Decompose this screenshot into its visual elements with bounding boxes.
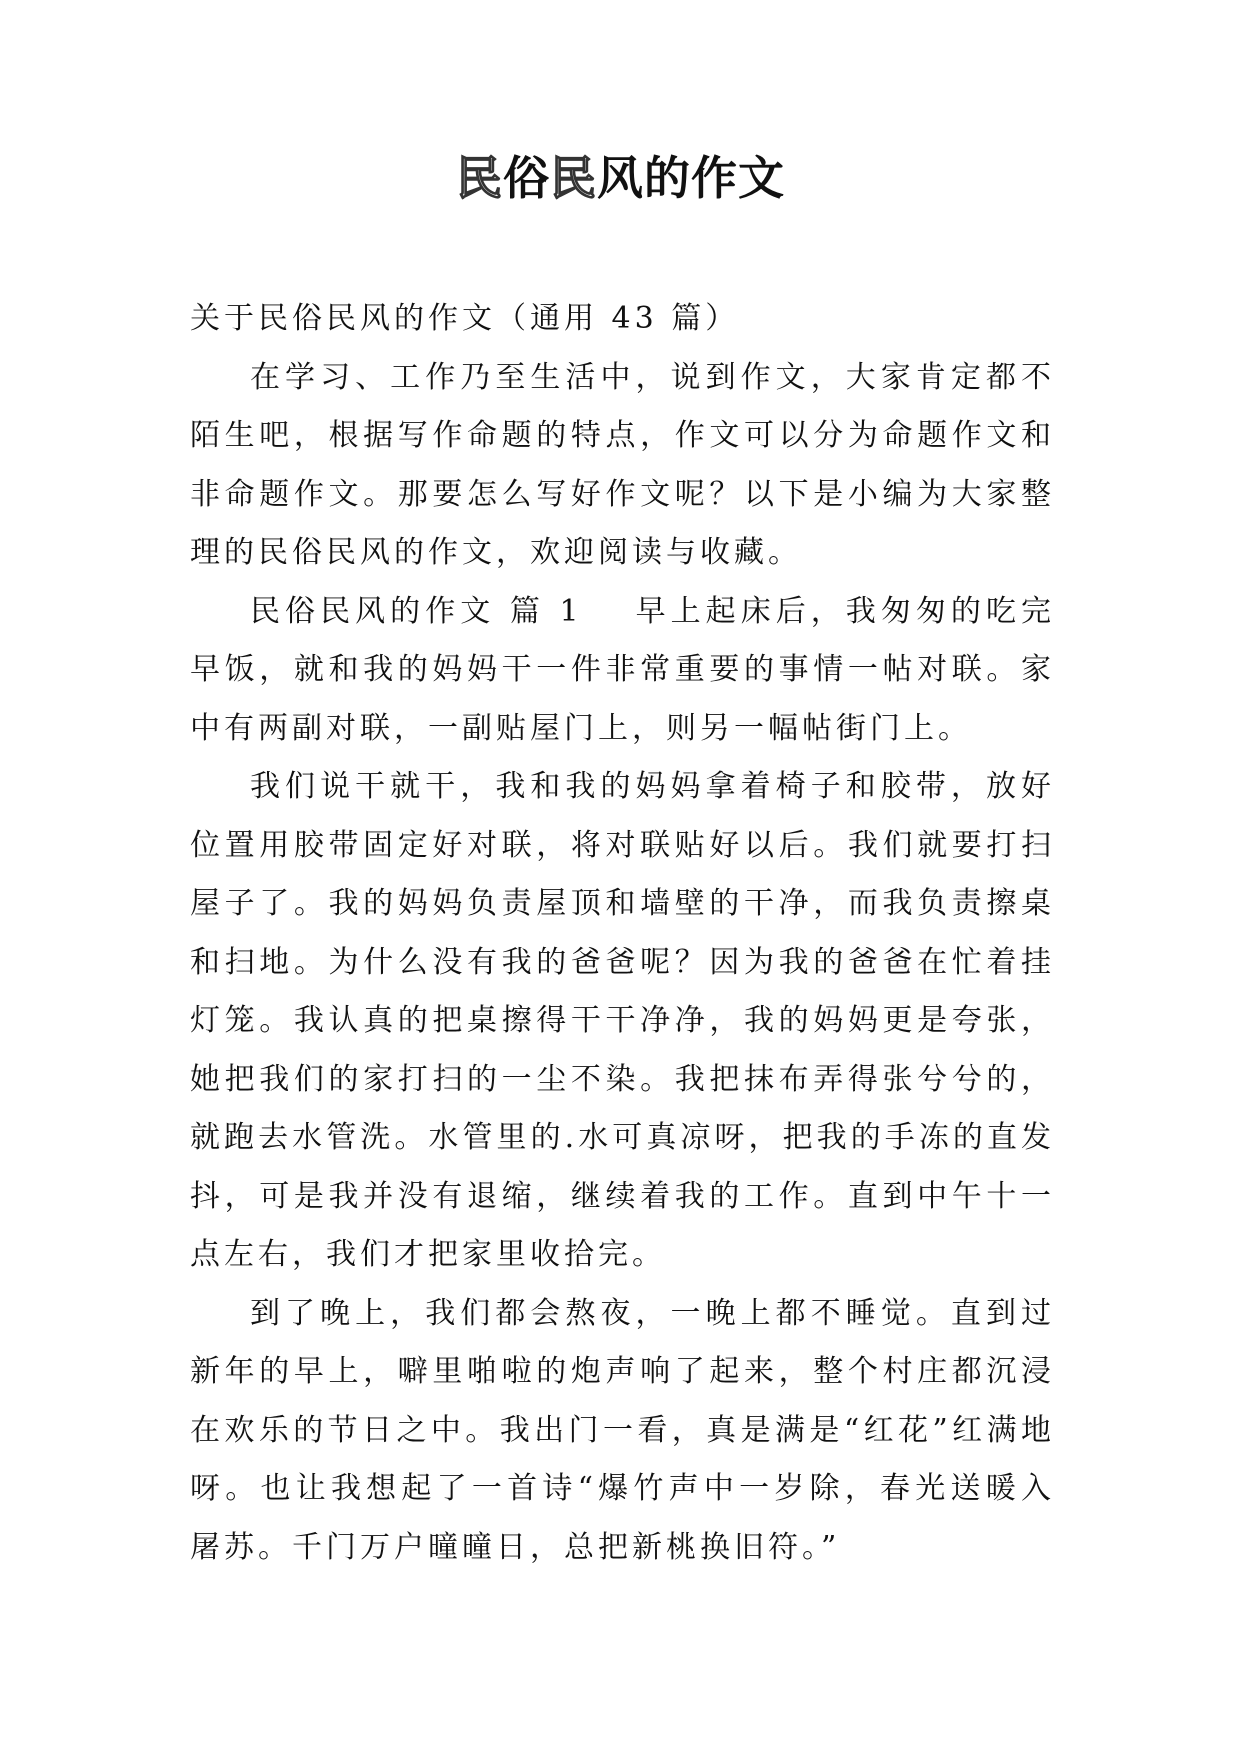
document-subtitle: 关于民俗民风的作文（通用 43 篇） (190, 301, 740, 336)
section-text: 早上起床后，我匆匆的吃完早饭，就和我的妈妈干一件非常重要的事情一帖对联。家中有两副对联，一副贴屋门上，则另一幅帖街门上。 (190, 593, 1055, 746)
title-char-outlined: 民 (550, 151, 597, 205)
title-char: 俗 (503, 151, 550, 205)
title-char-outlined: 民 (456, 151, 503, 205)
document-title (0, 148, 1241, 208)
title-rest: 风的作文 (597, 151, 785, 205)
section-heading: 民俗民风的作文 篇 1 (250, 593, 583, 629)
document-body (190, 290, 1055, 1577)
section-paragraph (190, 583, 1055, 759)
intro-paragraph: 在学习、工作乃至生活中，说到作文，大家肯定都不陌生吧，根据写作命题的特点，作文可以分为命题作文和非命题作文。那要怎么写好作文呢？以下是小编为大家整理的民俗民风的作文，欢迎阅读与收藏。 (190, 359, 1055, 570)
body-paragraph: 到了晚上，我们都会熬夜，一晚上都不睡觉。直到过新年的早上，噼里啪啦的炮声响了起来，整个村庄都沉浸在欢乐的节日之中。我出门一看，真是满是“红花”红满地呀。也让我想起了一首诗“爆竹声中一岁除，春光送暖入屠苏。千门万户曈曈日，总把新桃换旧符。” (190, 1295, 1055, 1565)
body-paragraph: 我们说干就干，我和我的妈妈拿着椅子和胶带，放好位置用胶带固定好对联，将对联贴好以后。我们就要打扫屋子了。我的妈妈负责屋顶和墙壁的干净，而我负责擦桌和扫地。为什么没有我的爸爸呢？因为我的爸爸在忙着挂灯笼。我认真的把桌擦得干干净净，我的妈妈更是夸张，她把我们的家打扫的一尘不染。我把抹布弄得张兮兮的，就跑去水管洗。水管里的.水可真凉呀，把我的手冻的直发抖，可是我并没有退缩，继续着我的工作。直到中午十一点左右，我们才把家里收拾完。 (190, 769, 1055, 1272)
